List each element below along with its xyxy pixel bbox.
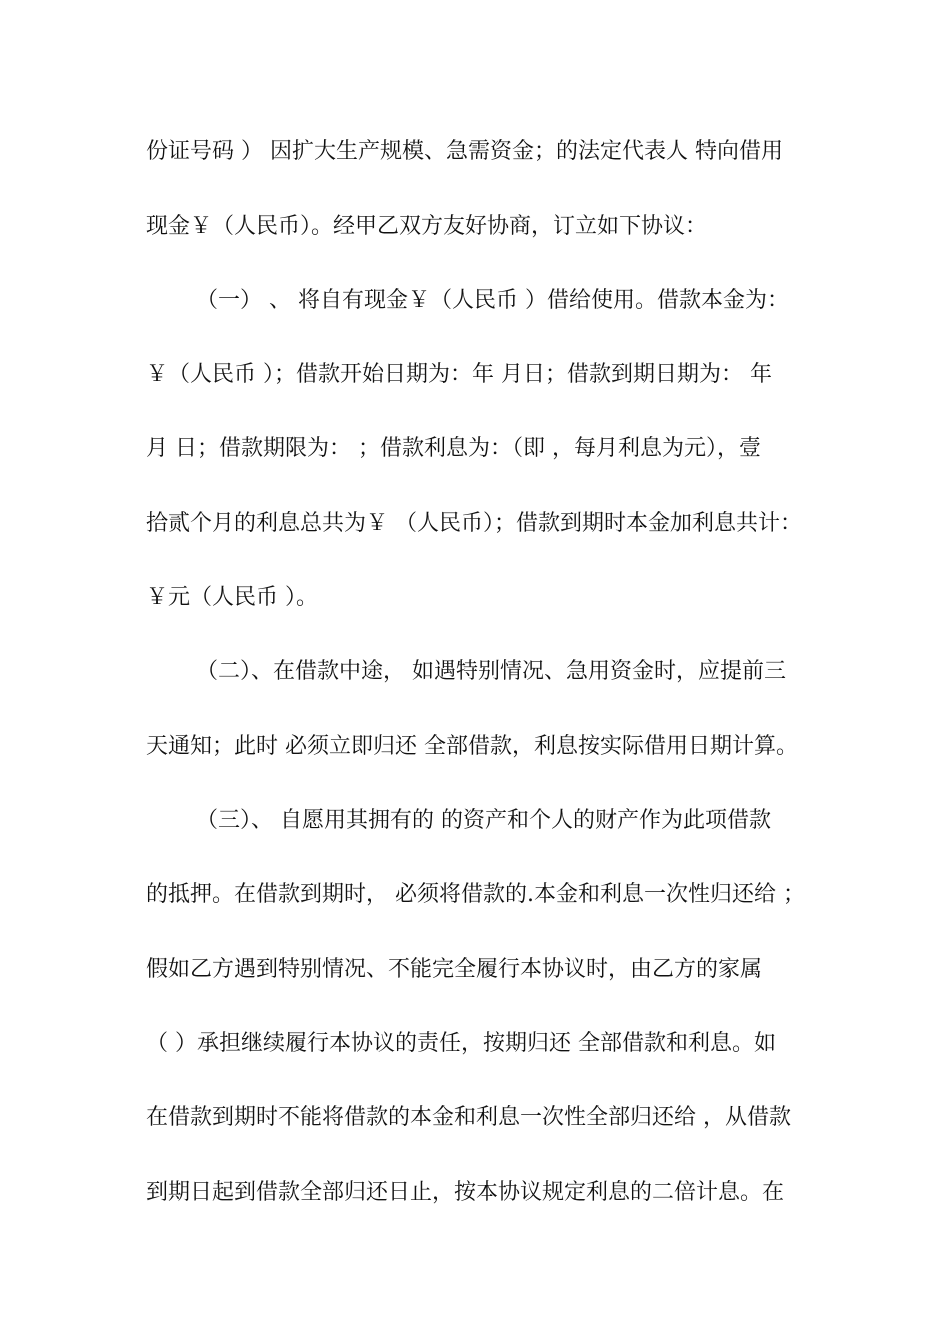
text-line-5: 月 日；借款期限为： ；借款利息为：（即 ，每月利息为元），壹 (146, 436, 761, 461)
text-line-9: 天通知；此时 必须立即归还 全部借款，利息按实际借用日期计算。 (146, 734, 798, 759)
text-line-6: 拾贰个月的利息总共为￥ （人民币）；借款到期时本金加利息共计： (146, 511, 802, 536)
text-line-1: 份证号码 ） 因扩大生产规模、急需资金；的法定代表人 特向借用 (146, 139, 783, 164)
text-line-14: 在借款到期时不能将借款的本金和利息一次性全部归还给 ，从借款 (146, 1105, 791, 1130)
paragraph-1-start: （一） 、 将自有现金￥（人民币 ）借给使用。借款本金为： (196, 288, 789, 313)
text-line-4: ￥（人民币 ）；借款开始日期为：年 月日；借款到期日期为： 年 (146, 362, 772, 387)
text-line-7: ￥元（人民币 ）。 (146, 585, 318, 610)
paragraph-2-start: （二）、在借款中途， 如遇特别情况、急用资金时，应提前三 (196, 659, 786, 684)
text-line-13: （ ）承担继续履行本协议的责任，按期归还 全部借款和利息。如 (146, 1031, 776, 1056)
paragraph-3-start: （三）、 自愿用其拥有的 的资产和个人的财产作为此项借款 (196, 808, 771, 833)
text-line-15: 到期日起到借款全部归还日止，按本协议规定利息的二倍计息。在 (146, 1180, 785, 1205)
text-line-12: 假如乙方遇到特别情况、不能完全履行本协议时，由乙方的家属 (146, 957, 763, 982)
text-line-11: 的抵押。在借款到期时， 必须将借款的.本金和利息一次性归还给 ； (146, 882, 805, 907)
text-line-2: 现金￥（人民币）。经甲乙双方友好协商，订立如下协议： (146, 214, 708, 239)
